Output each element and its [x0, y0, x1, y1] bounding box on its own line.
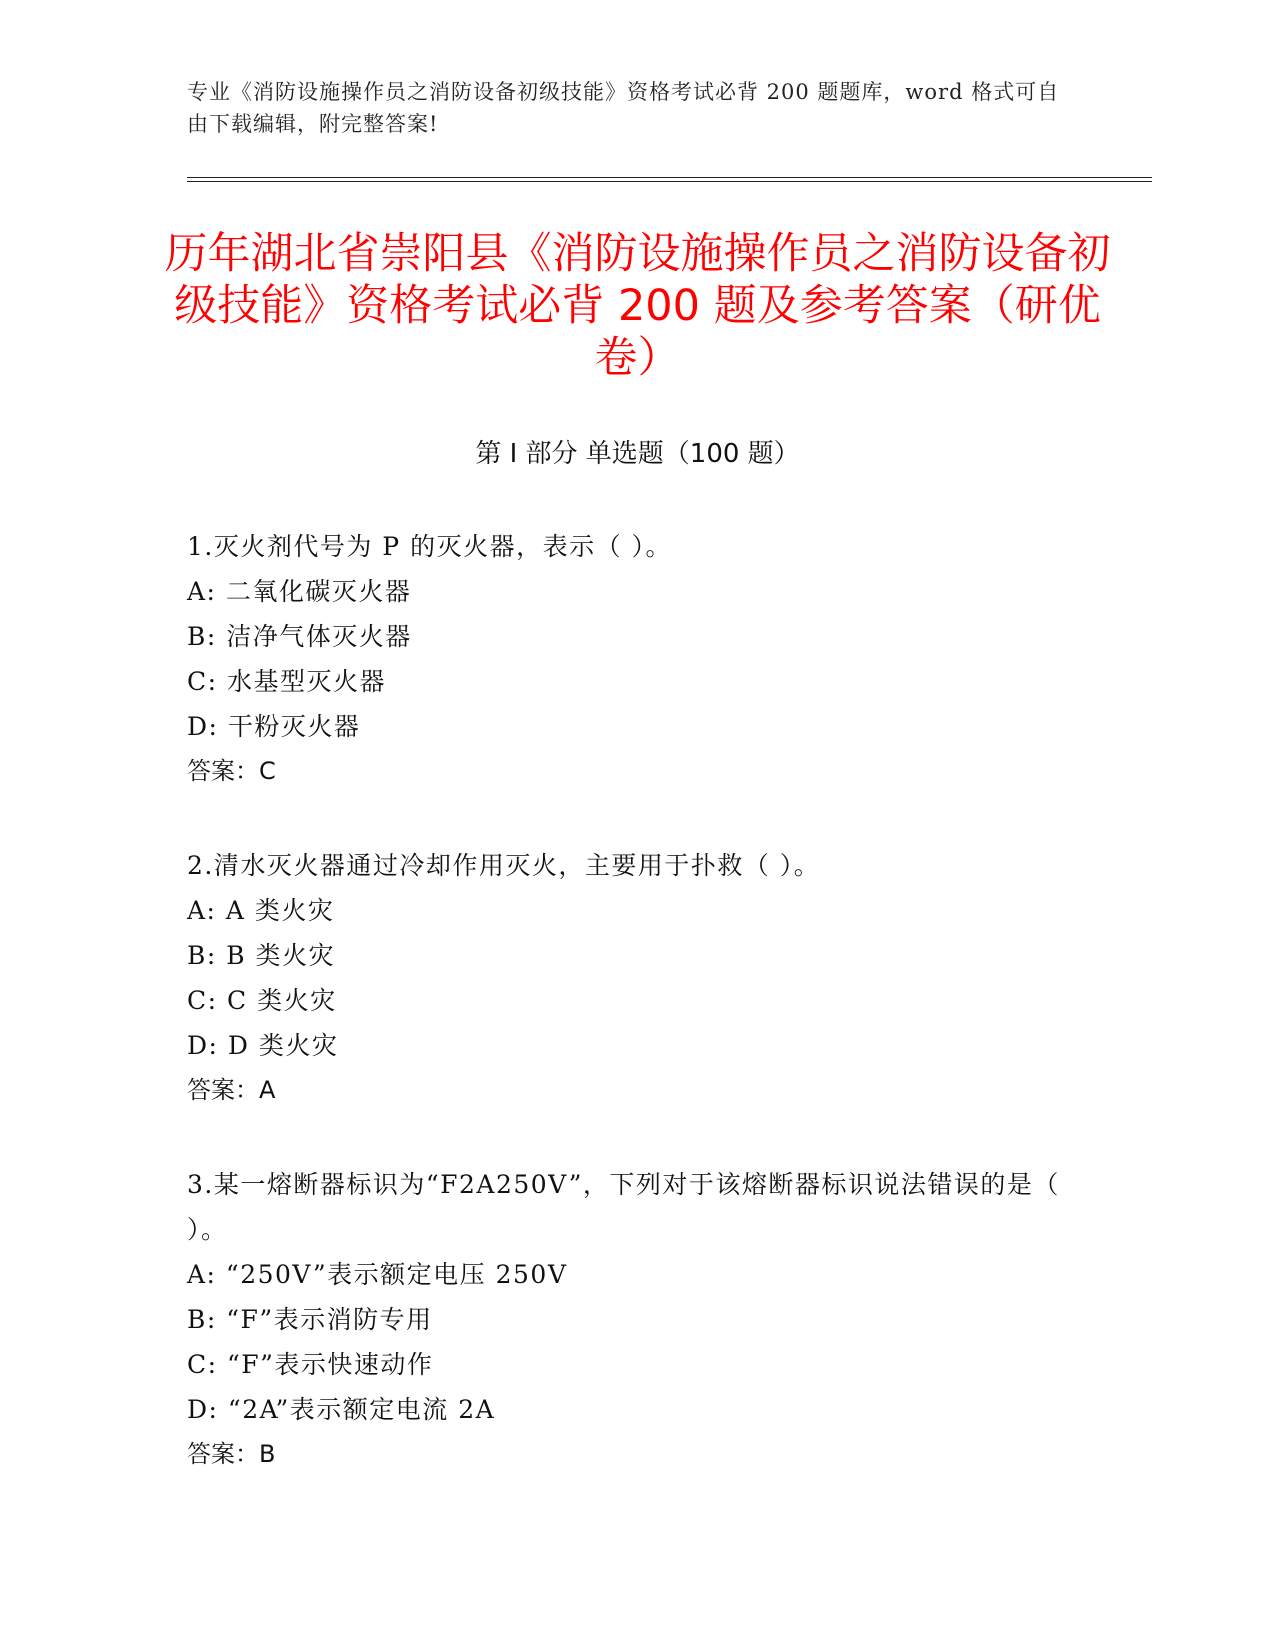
- question-3: [187, 1162, 1087, 1477]
- option-d: D: “2A”表示额定电流 2A: [187, 1395, 496, 1424]
- question-stem: 3.某一熔断器标识为“F2A250V”，下列对于该熔断器标识说法错误的是（ ）。: [187, 1170, 1060, 1244]
- question-stem: 1.灭火剂代号为 P 的灭火器，表示（ ）。: [187, 532, 673, 561]
- header-divider-bottom: [187, 181, 1152, 182]
- option-b: B: “F”表示消防专用: [187, 1305, 433, 1334]
- option-d: D: D 类火灾: [187, 1031, 339, 1060]
- header-note: 专业《消防设施操作员之消防设备初级技能》资格考试必背 200 题题库，word 格式可自由下载编辑，附完整答案!: [187, 80, 1060, 136]
- answer: 答案：B: [187, 1440, 276, 1468]
- document-title: 历年湖北省崇阳县《消防设施操作员之消防设备初级技能》资格考试必背 200 题及参考答案（研优卷）: [164, 229, 1111, 383]
- question-stem: 2.清水灭火器通过冷却作用灭火，主要用于扑救（ ）。: [187, 851, 821, 880]
- header-divider-top: [187, 177, 1152, 178]
- option-c: C: 水基型灭火器: [187, 667, 386, 696]
- option-b: B: B 类火灾: [187, 941, 336, 970]
- option-c: C: “F”表示快速动作: [187, 1350, 434, 1379]
- question-1: [187, 524, 1087, 794]
- answer: 答案：C: [187, 757, 276, 785]
- option-a: A: A 类火灾: [187, 896, 335, 925]
- option-d: D: 干粉灭火器: [187, 712, 361, 741]
- section-heading: 第 I 部分 单选题（100 题）: [475, 439, 800, 469]
- answer: 答案：A: [187, 1076, 276, 1104]
- option-a: A: “250V”表示额定电压 250V: [187, 1260, 568, 1289]
- option-b: B: 洁净气体灭火器: [187, 622, 412, 651]
- option-c: C: C 类火灾: [187, 986, 337, 1015]
- option-a: A: 二氧化碳灭火器: [187, 577, 412, 606]
- question-2: [187, 843, 1087, 1113]
